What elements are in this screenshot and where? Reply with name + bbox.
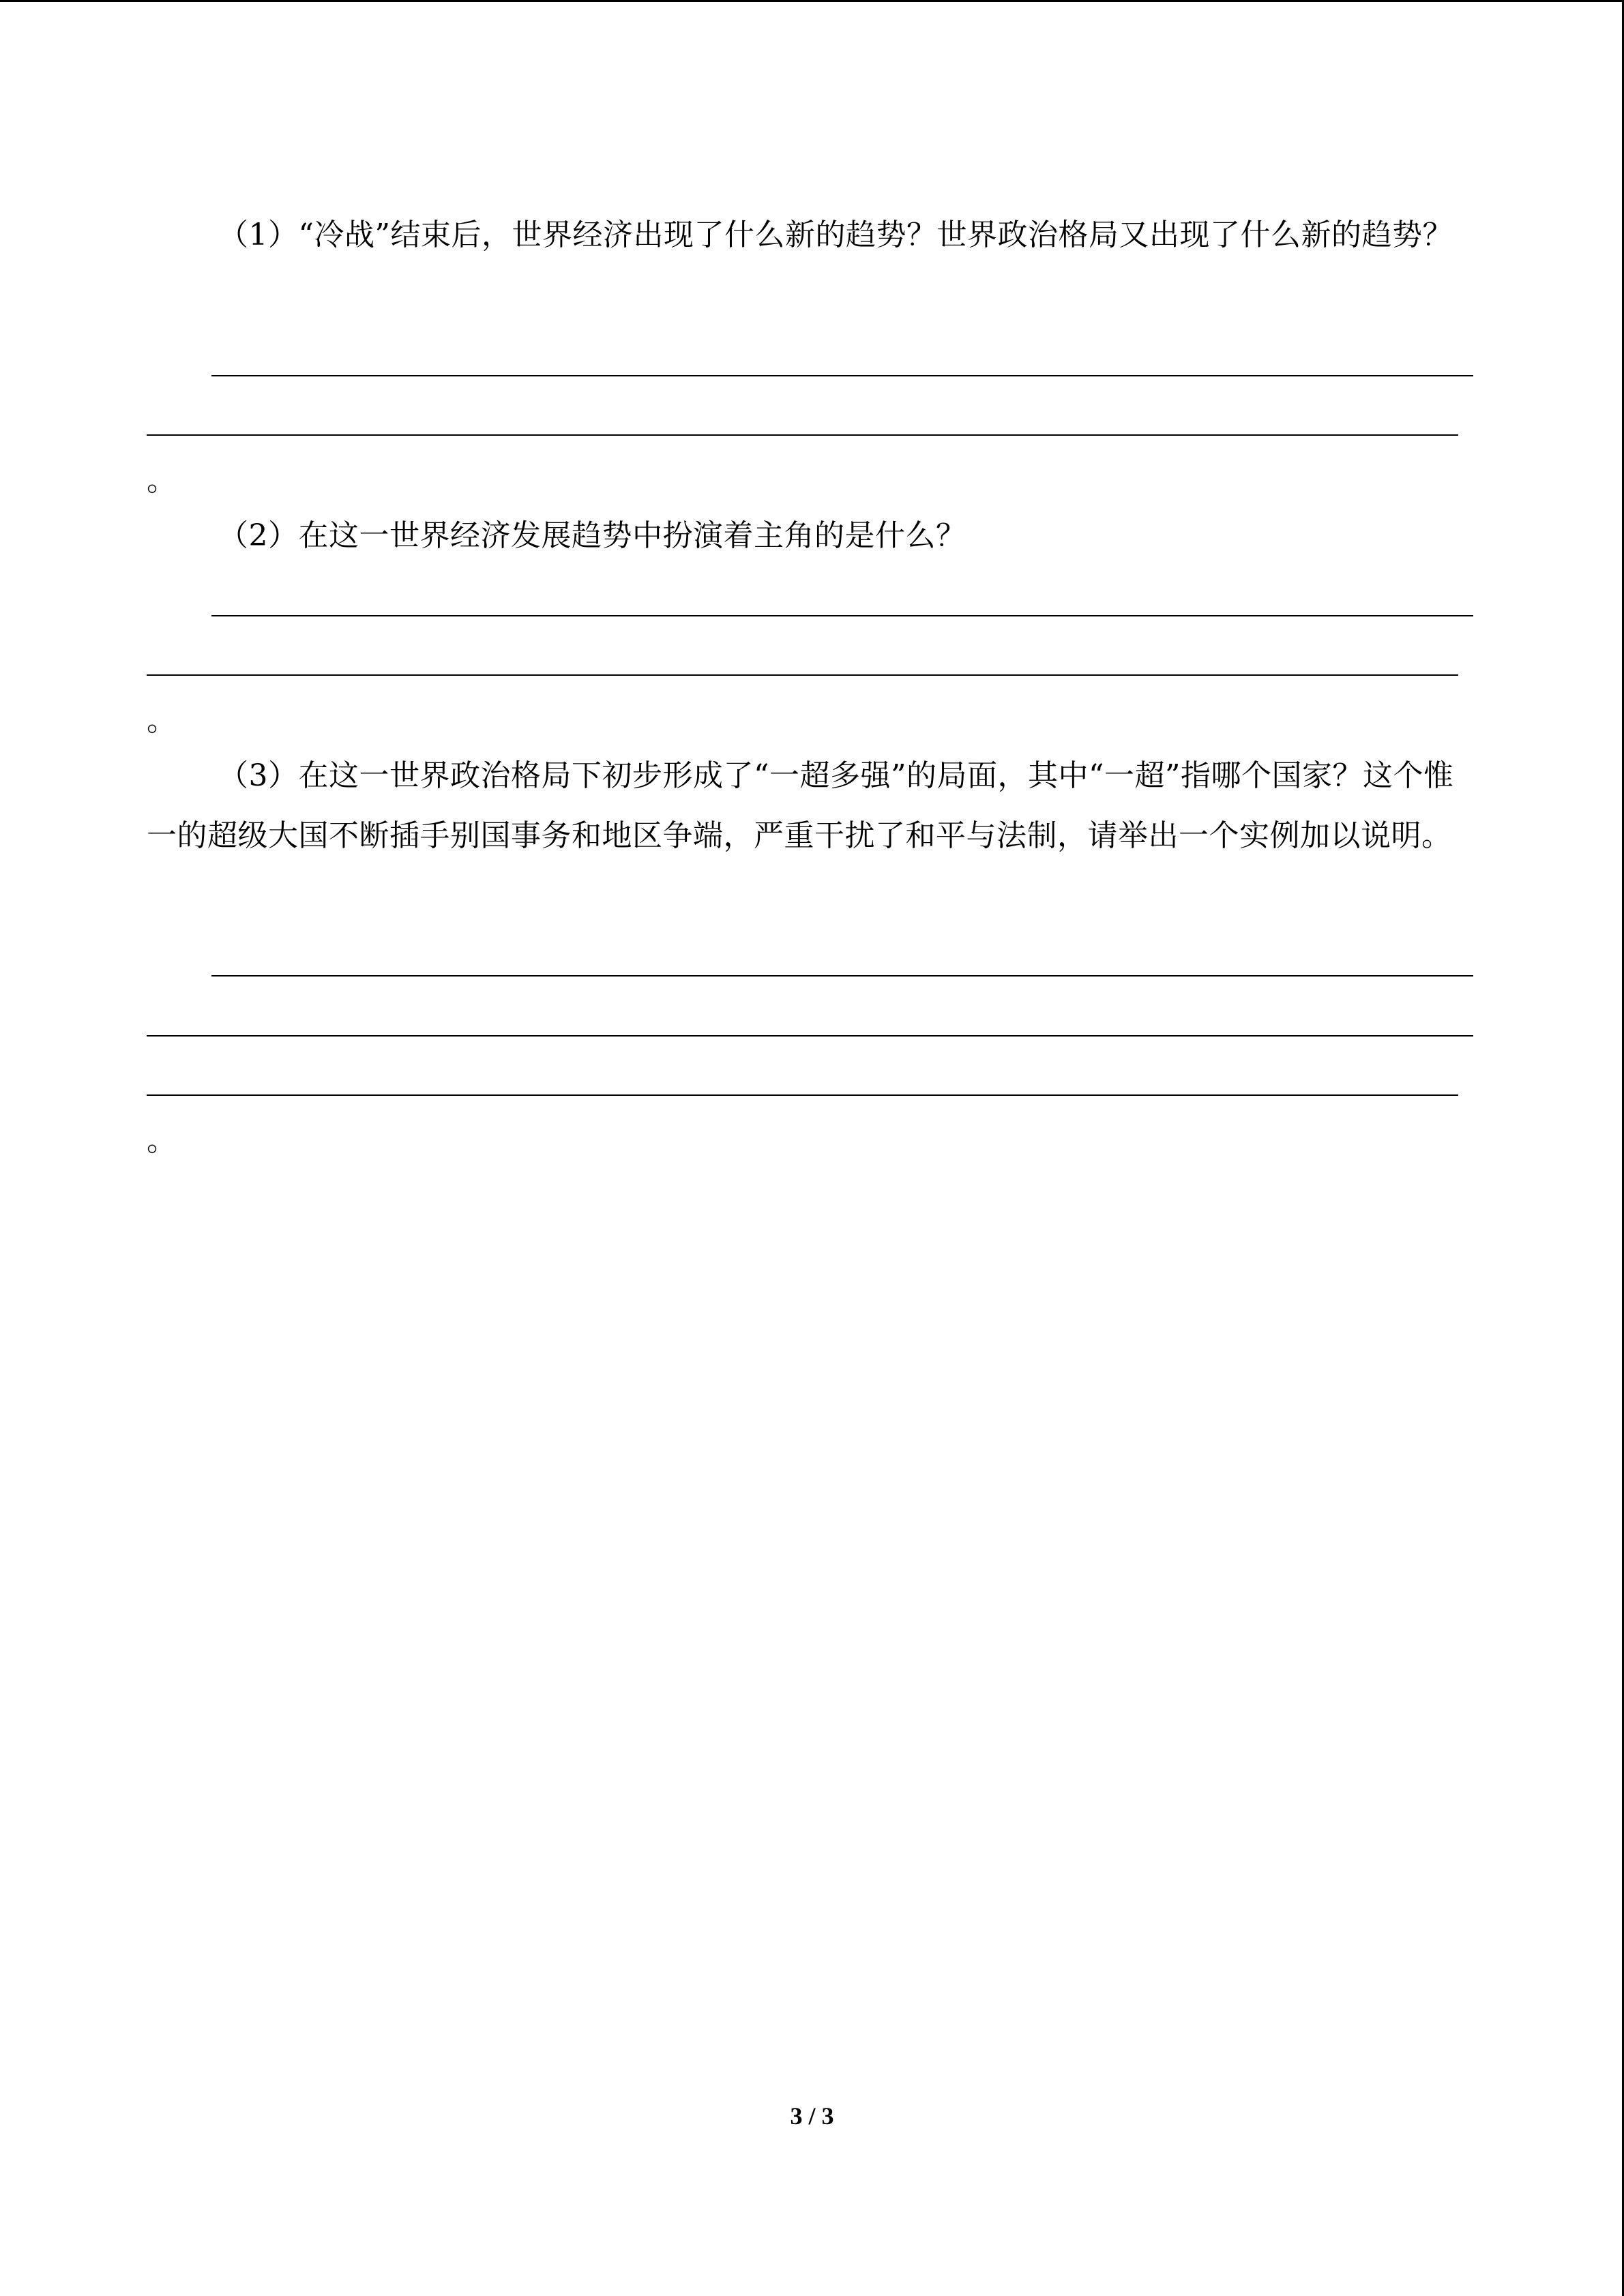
question-3-end-mark: 。 (147, 1123, 177, 1158)
question-2-text: （2）在这一世界经济发展趋势中扮演着主角的是什么？ (218, 518, 966, 553)
answer-line-3c[interactable] (147, 1094, 1458, 1096)
question-1-text: （1）“冷战”结束后，世界经济出现了什么新的趋势？世界政治格局又出现了什么新的趋势？ (218, 218, 1453, 252)
question-2 (147, 506, 1456, 566)
question-1 (147, 205, 1456, 265)
question-1-end-mark: 。 (147, 463, 177, 498)
page-top-border (0, 0, 1624, 2)
answer-line-3b[interactable] (147, 1035, 1473, 1037)
answer-line-3a[interactable] (211, 975, 1473, 976)
answer-line-2b[interactable] (147, 674, 1458, 676)
page-number: 3 / 3 (790, 2102, 834, 2130)
answer-line-1b[interactable] (147, 434, 1458, 436)
answer-line-1a[interactable] (211, 375, 1473, 376)
question-2-end-mark: 。 (147, 703, 177, 738)
question-3-text: （3）在这一世界政治格局下初步形成了“一超多强”的局面，其中“一超”指哪个国家？这个惟一的超级大国不断插手别国事务和地区争端，严重干扰了和平与法制，请举出一个实例加以说明。 (147, 758, 1454, 853)
answer-line-2a[interactable] (211, 615, 1473, 616)
question-3 (147, 746, 1456, 866)
